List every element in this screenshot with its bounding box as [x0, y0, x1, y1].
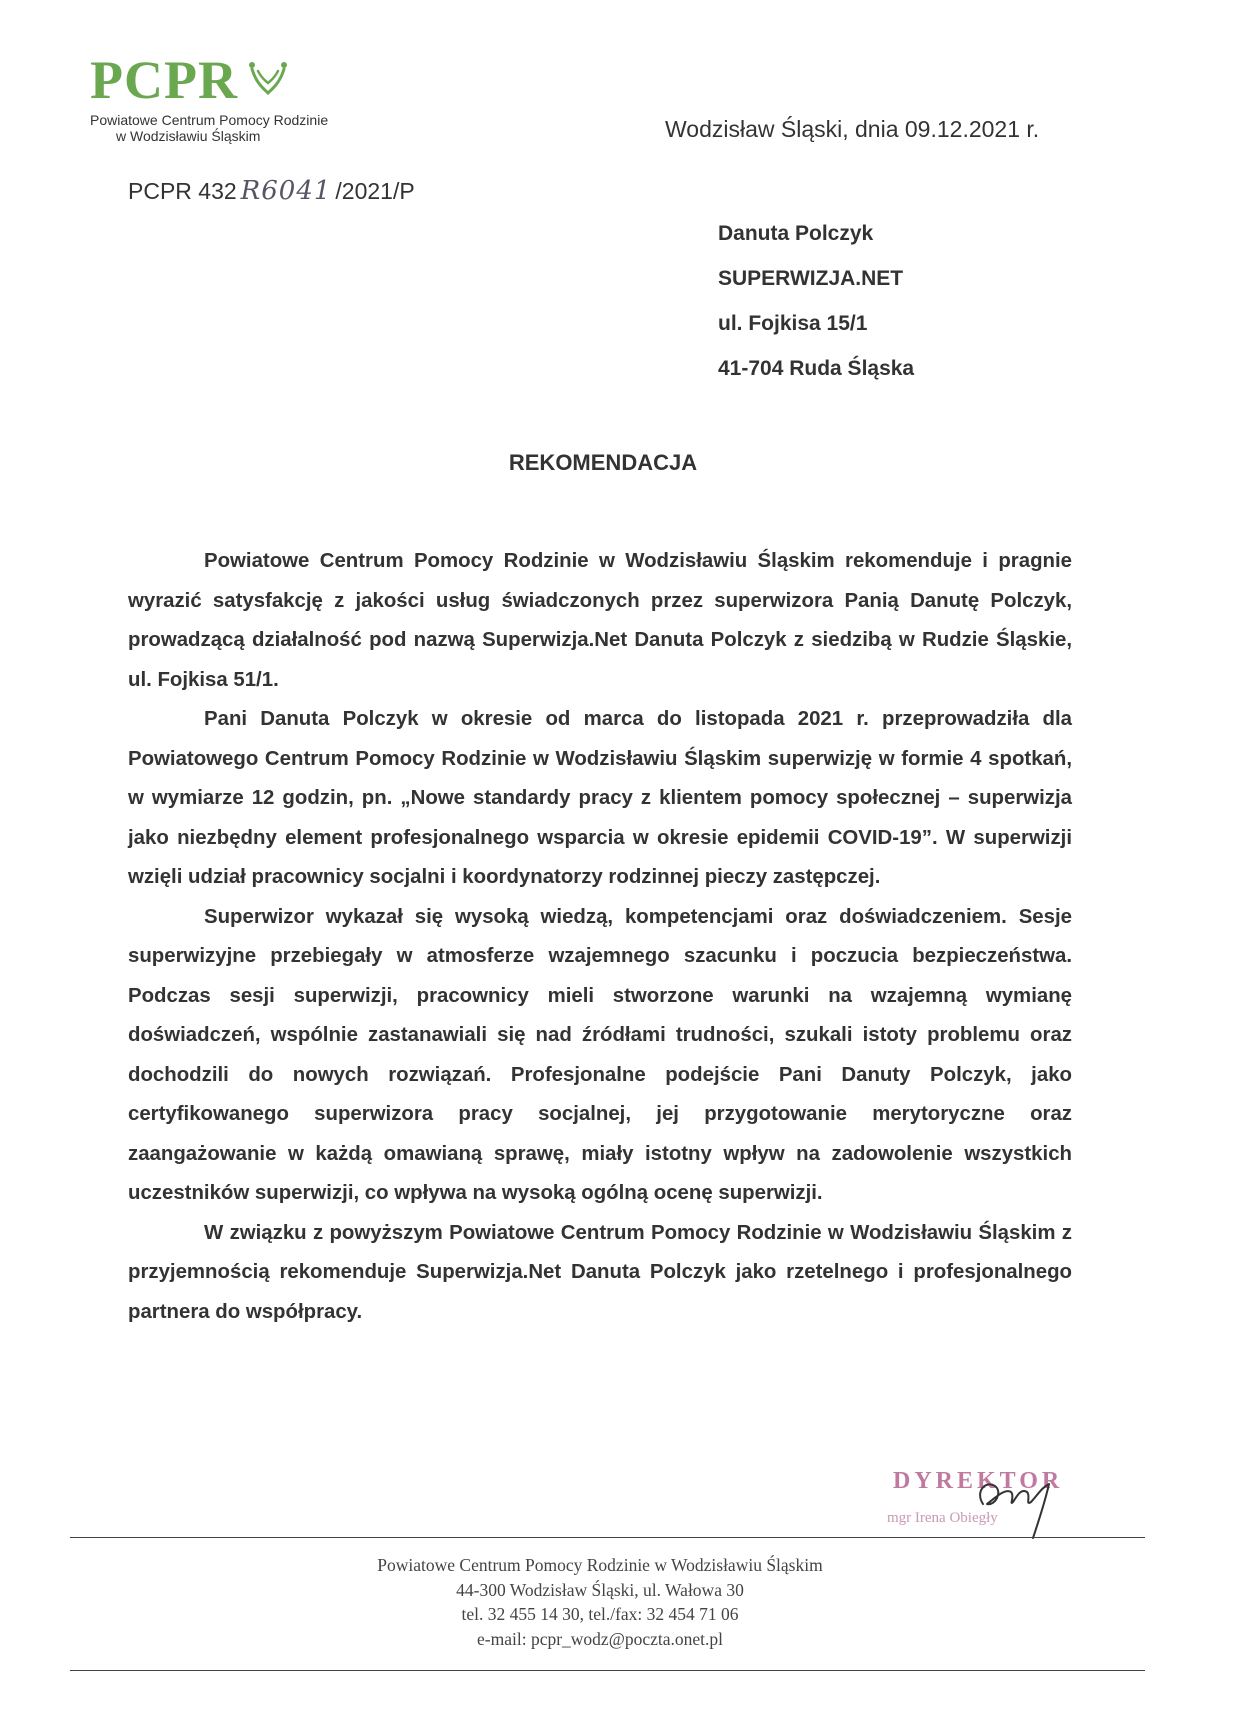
stamp-title: DYREKTOR	[893, 1468, 1064, 1494]
footer-divider-bottom	[70, 1670, 1145, 1671]
recipient-city: 41-704 Ruda Śląska	[718, 357, 915, 380]
heart-hands-icon	[246, 57, 290, 97]
footer-line2: 44-300 Wodzisław Śląski, ul. Wałowa 30	[456, 1579, 744, 1600]
paragraph-1: Powiatowe Centrum Pomocy Rodzinie w Wodzisławiu Śląskim rekomenduje i pragnie wyrazić satysfakcję z jakości usług świadczonych przez superwizora Panią Danutę Polczyk, prowadzącą działalność pod nazwą Superwizja.Net Danuta Polczyk z siedzibą w Rudzie Śląskie, ul. Fojkisa 51/1.	[128, 550, 1072, 691]
director-stamp	[885, 1462, 1085, 1532]
reference-handwritten: R6041	[240, 176, 332, 206]
letter-body	[128, 542, 1072, 1332]
logo-subtitle	[90, 112, 330, 144]
footer-line4: e-mail: pcpr_wodz@poczta.onet.pl	[477, 1628, 723, 1649]
reference-prefix: PCPR 432	[128, 178, 237, 204]
recipient-address	[718, 222, 914, 402]
document-title: REKOMENDACJA	[508, 450, 698, 475]
footer	[0, 1553, 1200, 1651]
place-date: Wodzisław Śląski, dnia 09.12.2021 r.	[665, 116, 1040, 142]
paragraph-3: Superwizor wykazał się wysoką wiedzą, kompetencjami oraz doświadczeniem. Sesje superwizyjne przebiegały w atmosferze wzajemnego szacunku i poczucia bezpieczeństwa. Podczas sesji superwizji, pracownicy mieli stworzone warunki na wzajemną wymianę doświadczeń, wspólnie zastanawiali się nad źródłami trudności, szukali istoty problemu oraz dochodzili do nowych rozwiązań. Profesjonalne podejście Pani Danuty Polczyk, jako certyfikowanego superwizora pracy socjalnej, jej przygotowanie merytoryczne oraz zaangażowanie w każdą omawianą sprawę, miały istotny wpływ na zadowolenie wszystkich uczestników superwizji, co wpływa na wysoką ogólną ocenę superwizji.	[128, 905, 1072, 1204]
signature-icon	[965, 1462, 1065, 1542]
stamp-name: mgr Irena Obiegły	[887, 1510, 998, 1526]
footer-line3: tel. 32 455 14 30, tel./fax: 32 454 71 06	[461, 1604, 739, 1624]
footer-divider-top	[70, 1537, 1145, 1538]
recipient-name: Danuta Polczyk	[718, 222, 874, 245]
paragraph-4: W związku z powyższym Powiatowe Centrum Pomocy Rodzinie w Wodzisławiu Śląskim z przyjemnością rekomenduje Superwizja.Net Danuta Polczyk jako rzetelnego i profesjonalnego partnera do współpracy.	[128, 1221, 1072, 1323]
logo-subtitle-line2: w Wodzisławiu Śląskim	[116, 128, 261, 144]
paragraph-2: Pani Danuta Polczyk w okresie od marca do listopada 2021 r. przeprowadziła dla Powiatowego Centrum Pomocy Rodzinie w Wodzisławiu Śląskim superwizję w formie 4 spotkań, w wymiarze 12 godzin, pn. „Nowe standardy pracy z klientem pomocy społecznej – superwizja jako niezbędny element profesjonalnego wsparcia w okresie epidemii COVID-19”. W superwizji wzięli udział pracownicy socjalni i koordynatorzy rodzinnej pieczy zastępczej.	[128, 708, 1072, 888]
footer-line1: Powiatowe Centrum Pomocy Rodzinie w Wodzisławiu Śląskim	[377, 1555, 823, 1575]
logo	[90, 50, 330, 144]
logo-subtitle-line1: Powiatowe Centrum Pomocy Rodzinie	[90, 112, 329, 128]
reference-number	[128, 176, 415, 206]
logo-name: PCPR	[90, 50, 238, 110]
recipient-street: ul. Fojkisa 15/1	[718, 312, 868, 335]
reference-suffix: /2021/P	[335, 178, 415, 204]
recipient-company: SUPERWIZJA.NET	[718, 267, 904, 290]
